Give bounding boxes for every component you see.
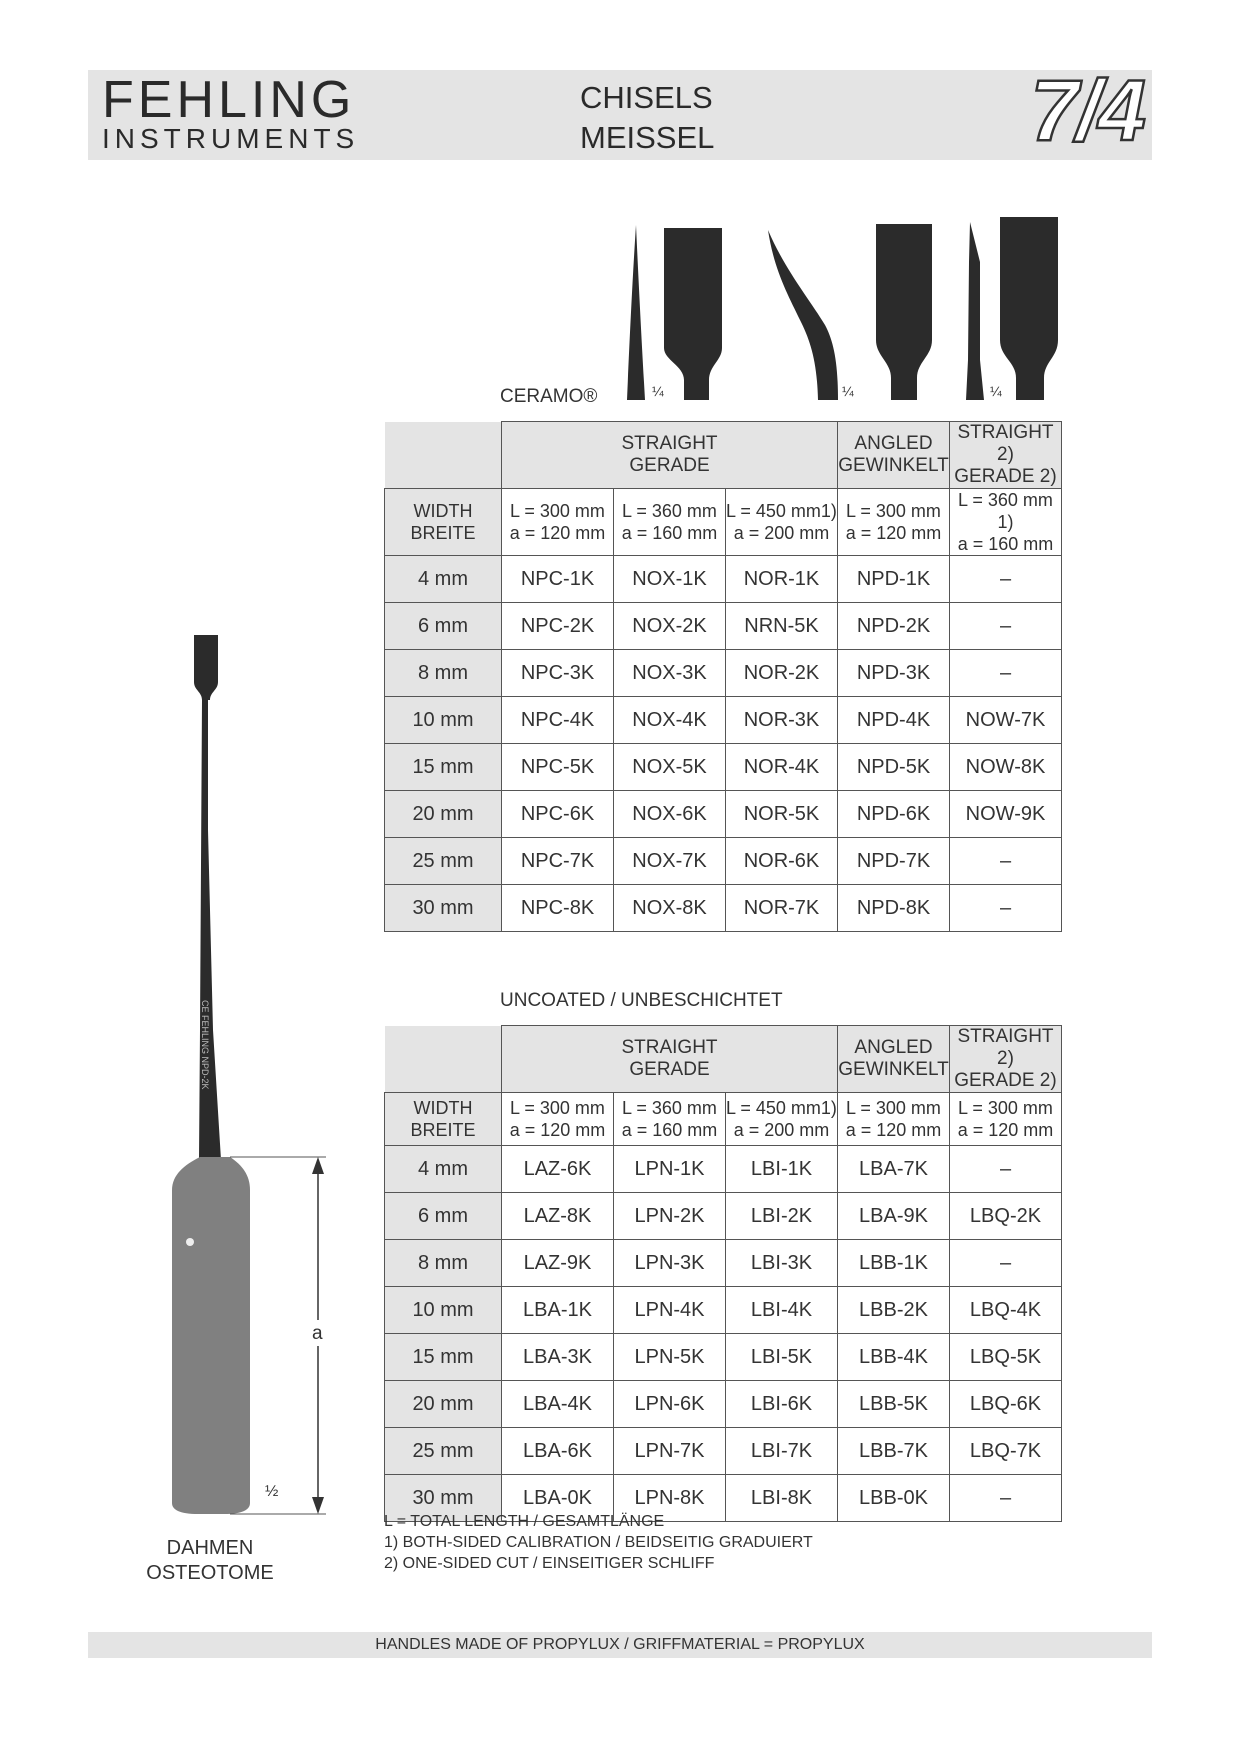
article-number-cell: NPC-1K (502, 556, 614, 603)
article-number-cell: LBQ-4K (950, 1287, 1062, 1334)
width-cell: 20 mm (385, 791, 502, 838)
article-number-cell: NPD-3K (838, 650, 950, 697)
article-number-cell: NOW-7K (950, 697, 1062, 744)
footnote-1: 1) BOTH-SIDED CALIBRATION / BEIDSEITIG GRADUIERT (384, 1534, 813, 1551)
article-number-cell: LBA-9K (838, 1193, 950, 1240)
table-row (385, 1381, 1062, 1428)
table-row (385, 556, 1062, 603)
ceramo-straight2-header: STRAIGHT 2) GERADE 2) (950, 422, 1062, 489)
article-number-cell: – (950, 838, 1062, 885)
footnote-2: 2) ONE-SIDED CUT / EINSEITIGER SCHLIFF (384, 1555, 715, 1572)
ceramo-angled-header: ANGLED GEWINKELT (838, 422, 950, 489)
article-number-cell: NPD-4K (838, 697, 950, 744)
table-row (385, 1428, 1062, 1475)
uncoated-straight2-header: STRAIGHT 2) GERADE 2) (950, 1026, 1062, 1093)
article-number-cell: NOX-6K (614, 791, 726, 838)
article-number-cell: NOR-2K (726, 650, 838, 697)
article-number-cell: LPN-8K (614, 1475, 726, 1522)
title-english: CHISELS (580, 80, 713, 115)
uncoated-straight-header: STRAIGHT GERADE (502, 1026, 838, 1093)
angled-chisel-front (876, 224, 932, 400)
ceramo-length-header: L = 450 mm1) a = 200 mm (726, 489, 838, 556)
article-number-cell: LPN-1K (614, 1146, 726, 1193)
article-number-cell: NOX-8K (614, 885, 726, 932)
chisel-tips-illustration (600, 210, 1080, 410)
article-number-cell: NOR-1K (726, 556, 838, 603)
footer-band: HANDLES MADE OF PROPYLUX / GRIFFMATERIAL = PROPYLUX (88, 1632, 1152, 1658)
straight-chisel-profile (627, 225, 645, 400)
article-number-cell: LBQ-2K (950, 1193, 1062, 1240)
article-number-cell: NPC-7K (502, 838, 614, 885)
osteotome-handle (172, 1157, 250, 1514)
article-number-cell: – (950, 885, 1062, 932)
article-number-cell: NOX-2K (614, 603, 726, 650)
article-number-cell: LPN-6K (614, 1381, 726, 1428)
uncoated-length-header: L = 300 mm a = 120 mm (502, 1093, 614, 1146)
article-number-cell: LPN-2K (614, 1193, 726, 1240)
article-number-cell: NPD-8K (838, 885, 950, 932)
article-number-cell: NOR-5K (726, 791, 838, 838)
article-number-cell: LBI-7K (726, 1428, 838, 1475)
article-number-cell: LBQ-6K (950, 1381, 1062, 1428)
tip-scale-1: ¼ (652, 383, 664, 399)
width-cell: 25 mm (385, 838, 502, 885)
article-number-cell: LBI-1K (726, 1146, 838, 1193)
article-number-cell: NOX-3K (614, 650, 726, 697)
article-number-cell: – (950, 603, 1062, 650)
width-cell: 30 mm (385, 1475, 502, 1522)
article-number-cell: NPD-1K (838, 556, 950, 603)
tip-scale-3: ¼ (990, 383, 1002, 399)
uncoated-length-header: L = 360 mm a = 160 mm (614, 1093, 726, 1146)
width-cell: 10 mm (385, 1287, 502, 1334)
handle-scale: ½ (265, 1483, 279, 1500)
table-row (385, 1287, 1062, 1334)
article-number-cell: NOR-6K (726, 838, 838, 885)
article-number-cell: LBA-7K (838, 1146, 950, 1193)
ceramo-length-header: L = 360 mm 1) a = 160 mm (950, 489, 1062, 556)
uncoated-section-label: UNCOATED / UNBESCHICHTET (500, 990, 783, 1011)
uncoated-angled-header: ANGLED GEWINKELT (838, 1026, 950, 1093)
uncoated-length-header: L = 300 mm a = 120 mm (838, 1093, 950, 1146)
article-number-cell: NOR-4K (726, 744, 838, 791)
article-number-cell: LBI-3K (726, 1240, 838, 1287)
article-number-cell: – (950, 556, 1062, 603)
article-number-cell: LBA-6K (502, 1428, 614, 1475)
article-number-cell: LBB-0K (838, 1475, 950, 1522)
width-cell: 15 mm (385, 744, 502, 791)
article-number-cell: NPD-7K (838, 838, 950, 885)
uncoated-length-header: L = 300 mm a = 120 mm (950, 1093, 1062, 1146)
uncoated-width-header: WIDTH BREITE (385, 1093, 502, 1146)
article-number-cell: LBB-4K (838, 1334, 950, 1381)
article-number-cell: NPC-8K (502, 885, 614, 932)
width-cell: 25 mm (385, 1428, 502, 1475)
page-title (580, 78, 714, 158)
article-number-cell: LBB-7K (838, 1428, 950, 1475)
article-number-cell: LPN-3K (614, 1240, 726, 1287)
osteotome-shaft (196, 700, 224, 1185)
width-cell: 6 mm (385, 603, 502, 650)
handle-dot (186, 1238, 194, 1246)
article-number-cell: NOR-7K (726, 885, 838, 932)
width-cell: 6 mm (385, 1193, 502, 1240)
osteotome-illustration (150, 630, 350, 1520)
uncoated-table (384, 1025, 1062, 1522)
width-cell: 4 mm (385, 556, 502, 603)
width-cell: 10 mm (385, 697, 502, 744)
osteotome-blade (194, 635, 218, 700)
straight2-chisel-profile (966, 222, 984, 400)
article-number-cell: NPC-6K (502, 791, 614, 838)
article-number-cell: LAZ-8K (502, 1193, 614, 1240)
ceramo-straight-header: STRAIGHT GERADE (502, 422, 838, 489)
article-number-cell: LBA-4K (502, 1381, 614, 1428)
footnotes (384, 1511, 813, 1574)
footnote-length: L = TOTAL LENGTH / GESAMTLÄNGE (384, 1513, 665, 1530)
article-number-cell: LBB-2K (838, 1287, 950, 1334)
table-row (385, 1193, 1062, 1240)
angled-chisel-profile (768, 230, 838, 400)
table-row (385, 885, 1062, 932)
article-number-cell: NOW-8K (950, 744, 1062, 791)
straight-chisel-front (664, 228, 722, 400)
ceramo-length-header: L = 360 mm a = 160 mm (614, 489, 726, 556)
osteotome-caption: DAHMEN OSTEOTOME (146, 1537, 274, 1584)
table-row (385, 697, 1062, 744)
article-number-cell: NOX-1K (614, 556, 726, 603)
width-cell: 8 mm (385, 1240, 502, 1287)
article-number-cell: LAZ-9K (502, 1240, 614, 1287)
ceramo-length-header: L = 300 mm a = 120 mm (838, 489, 950, 556)
table-row (385, 650, 1062, 697)
straight2-chisel-front (1000, 217, 1058, 400)
article-number-cell: LBB-5K (838, 1381, 950, 1428)
table-row (385, 838, 1062, 885)
table-row (385, 1146, 1062, 1193)
article-number-cell: LPN-7K (614, 1428, 726, 1475)
article-number-cell: NPC-5K (502, 744, 614, 791)
article-number-cell: LPN-5K (614, 1334, 726, 1381)
article-number-cell: LBI-2K (726, 1193, 838, 1240)
brand-subtitle: INSTRUMENTS (102, 123, 360, 154)
article-number-cell: – (950, 1475, 1062, 1522)
article-number-cell: LBB-1K (838, 1240, 950, 1287)
width-cell: 20 mm (385, 1381, 502, 1428)
article-number-cell: NOW-9K (950, 791, 1062, 838)
article-number-cell: – (950, 1146, 1062, 1193)
ceramo-width-header: WIDTH BREITE (385, 489, 502, 556)
article-number-cell: LBA-1K (502, 1287, 614, 1334)
tip-scale-2: ¼ (842, 383, 854, 399)
ceramo-length-header: L = 300 mm a = 120 mm (502, 489, 614, 556)
article-number-cell: LBQ-5K (950, 1334, 1062, 1381)
table-row (385, 1240, 1062, 1287)
ceramo-section-label: CERAMO® (500, 386, 598, 407)
article-number-cell: NPD-2K (838, 603, 950, 650)
width-cell: 8 mm (385, 650, 502, 697)
article-number-cell: NOX-4K (614, 697, 726, 744)
article-number-cell: NOX-5K (614, 744, 726, 791)
page-number: 7/4 (1030, 63, 1144, 159)
article-number-cell: LBI-6K (726, 1381, 838, 1428)
table-row (385, 603, 1062, 650)
width-cell: 4 mm (385, 1146, 502, 1193)
title-german: MEISSEL (580, 120, 715, 155)
article-number-cell: LPN-4K (614, 1287, 726, 1334)
header-band (88, 63, 1152, 160)
article-number-cell: NPC-2K (502, 603, 614, 650)
article-number-cell: NRN-5K (726, 603, 838, 650)
ceramo-table (384, 421, 1062, 932)
dimension-label-a: a (312, 1323, 323, 1344)
table-row (385, 1334, 1062, 1381)
article-number-cell: NPC-3K (502, 650, 614, 697)
article-number-cell: LBI-5K (726, 1334, 838, 1381)
article-number-cell: LBA-0K (502, 1475, 614, 1522)
brand-name: FEHLING (102, 71, 356, 129)
shaft-marking: CE FEHLING NPD-2K (200, 1000, 210, 1090)
article-number-cell: – (950, 1240, 1062, 1287)
article-number-cell: LBI-4K (726, 1287, 838, 1334)
article-number-cell: LBQ-7K (950, 1428, 1062, 1475)
article-number-cell: NPD-5K (838, 744, 950, 791)
article-number-cell: NPC-4K (502, 697, 614, 744)
article-number-cell: NOR-3K (726, 697, 838, 744)
article-number-cell: LAZ-6K (502, 1146, 614, 1193)
table-row (385, 791, 1062, 838)
width-cell: 15 mm (385, 1334, 502, 1381)
uncoated-length-header: L = 450 mm1) a = 200 mm (726, 1093, 838, 1146)
article-number-cell: LBI-8K (726, 1475, 838, 1522)
article-number-cell: NOX-7K (614, 838, 726, 885)
table-row (385, 744, 1062, 791)
article-number-cell: NPD-6K (838, 791, 950, 838)
article-number-cell: – (950, 650, 1062, 697)
article-number-cell: LBA-3K (502, 1334, 614, 1381)
width-cell: 30 mm (385, 885, 502, 932)
